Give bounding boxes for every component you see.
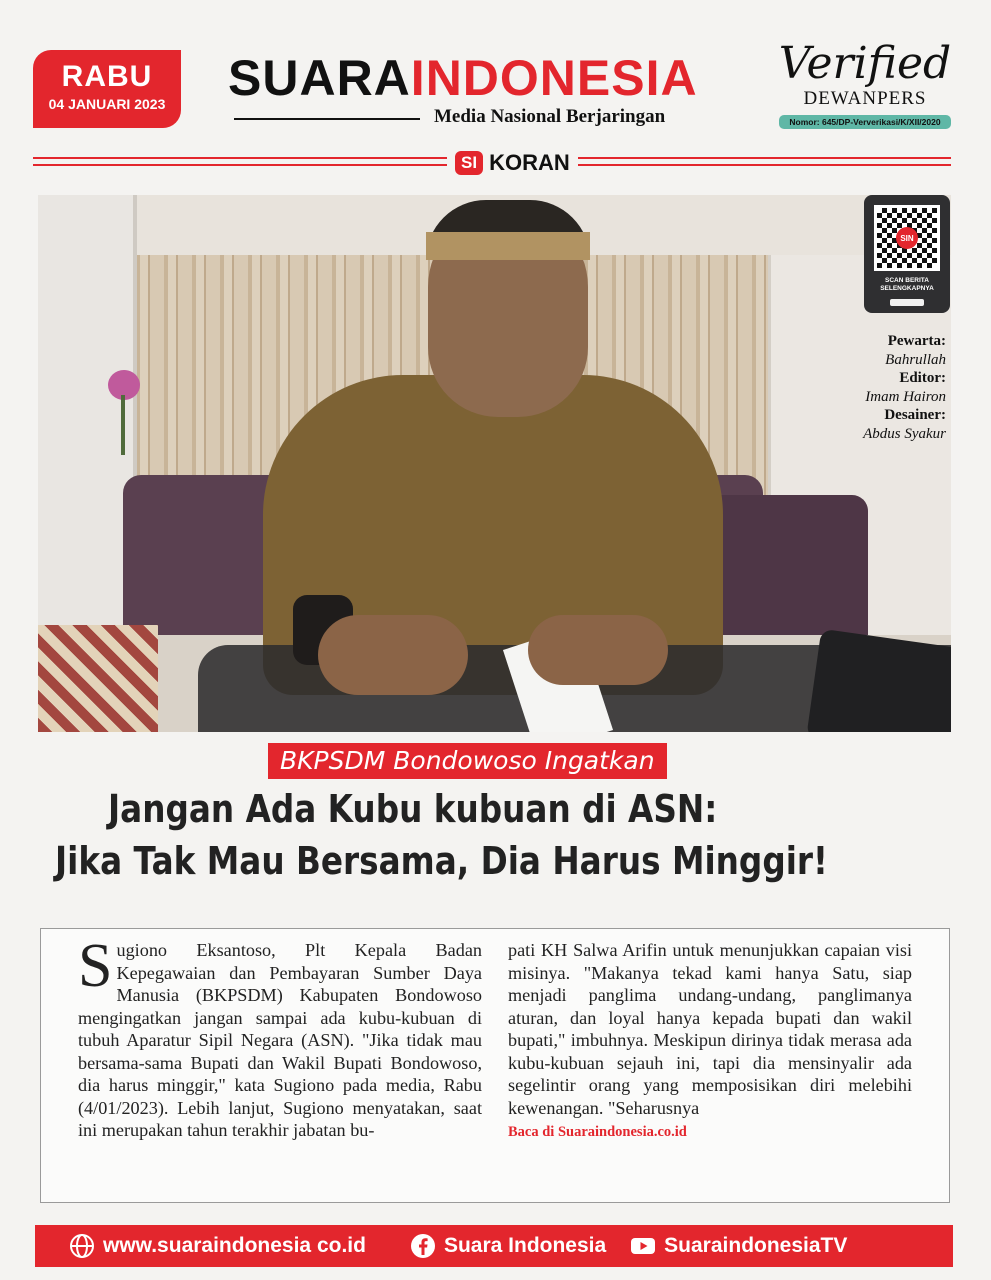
orchid-stem xyxy=(121,395,125,455)
article-column-1 xyxy=(78,932,482,1142)
footer-facebook[interactable] xyxy=(410,1233,606,1259)
prayer-rug xyxy=(38,625,158,732)
verified-dewanpers-seal xyxy=(775,40,955,129)
credit-name: Bahrullah xyxy=(885,351,946,368)
headline-line-2: Jika Tak Mau Bersama, Dia Harus Minggir! xyxy=(55,839,828,883)
verified-script: Verified xyxy=(778,38,952,89)
masthead-rule xyxy=(234,118,420,120)
globe-icon xyxy=(69,1233,95,1259)
verified-number: Nomor: 645/DP-Ververikasi/K/XII/2020 xyxy=(779,115,951,129)
si-logo: SI xyxy=(455,151,483,175)
facebook-label: Suara Indonesia xyxy=(443,1234,607,1257)
phone-recorder xyxy=(806,629,951,732)
footer-bar xyxy=(35,1225,953,1267)
masthead-logo xyxy=(228,50,758,127)
qr-bar xyxy=(890,299,924,306)
website-label: www.suaraindonesia co.id xyxy=(103,1234,366,1257)
section-tag xyxy=(447,147,578,179)
brand-part2: INDONESIA xyxy=(410,50,698,106)
credit-role: Desainer: xyxy=(884,407,946,423)
youtube-label: SuaraindonesiaTV xyxy=(664,1234,848,1257)
headline-line-1: Jangan Ada Kubu kubuan di ASN: xyxy=(108,787,718,831)
section-name: KORAN xyxy=(489,150,570,175)
day-label: RABU xyxy=(61,60,153,93)
brand-part1: SUARA xyxy=(228,50,411,106)
credit-name: Abdus Syakur xyxy=(863,425,946,442)
facebook-icon xyxy=(410,1233,436,1259)
tagline: Media Nasional Berjaringan xyxy=(434,106,666,127)
right-hand xyxy=(528,615,668,685)
read-more-link[interactable]: Baca di Suaraindonesia.co.id xyxy=(508,1124,687,1140)
headline-kicker: BKPSDM Bondowoso Ingatkan xyxy=(268,743,667,779)
verified-org: DEWANPERS xyxy=(803,88,927,109)
left-hand xyxy=(318,615,468,695)
news-photo xyxy=(38,195,951,732)
credit-role: Editor: xyxy=(899,370,946,386)
section-divider xyxy=(33,151,951,175)
credit-name: Imam Hairon xyxy=(865,388,946,405)
footer-website[interactable] xyxy=(69,1233,366,1259)
sin-logo: SIN xyxy=(896,227,918,249)
article-text-col1: ugiono Eksantoso, Plt Kepala Badan Kepegawaian dan Pembayaran Sumber Daya Manusia (BKPSDM) Kabupaten Bondowoso mengingatkan jangan sampai ada kubu-kubuan di tubuh Aparatur Sipil Negara (ASN). "Jika tidak mau bersama-sama Bupati dan Wakil Bupati Bondowoso, dia harus minggir," kata Sugiono pada media, Rabu (4/01/2023). Lebih lanjut, Sugiono menyatakan, saat ini merupakan tahun terakhir jabatan bu- xyxy=(78,940,482,1140)
drop-cap: S xyxy=(78,932,113,1000)
footer-youtube[interactable] xyxy=(630,1233,847,1259)
youtube-icon xyxy=(630,1233,656,1259)
article-paragraph xyxy=(78,932,482,1142)
credits xyxy=(863,332,946,443)
article-box xyxy=(40,928,950,1203)
qr-code-card[interactable] xyxy=(864,195,950,313)
credit-role: Pewarta: xyxy=(887,333,946,349)
brand-name xyxy=(228,52,758,104)
date-label: 04 JANUARI 2023 xyxy=(48,96,166,112)
date-badge xyxy=(33,50,181,128)
article-column-2 xyxy=(508,939,912,1144)
article-text-col2: pati KH Salwa Arifin untuk menunjukkan capaian visi misinya. "Makanya tekad kami hanya Satu, siap menjadi panglima undang-undang, panglimanya aturan, dan loyal hanya kepada bupati dan wakil bupati," imbuhnya. Meskipun dirinya tidak merasa ada kubu-kubuan sejauh ini, tapi dia mensinyalir ada segelintir orang yang memposisikan diri melebihi kewenangan. "Seharusnya xyxy=(508,940,912,1118)
qr-caption: SCAN BERITA SELENGKAPNYA xyxy=(880,277,934,292)
